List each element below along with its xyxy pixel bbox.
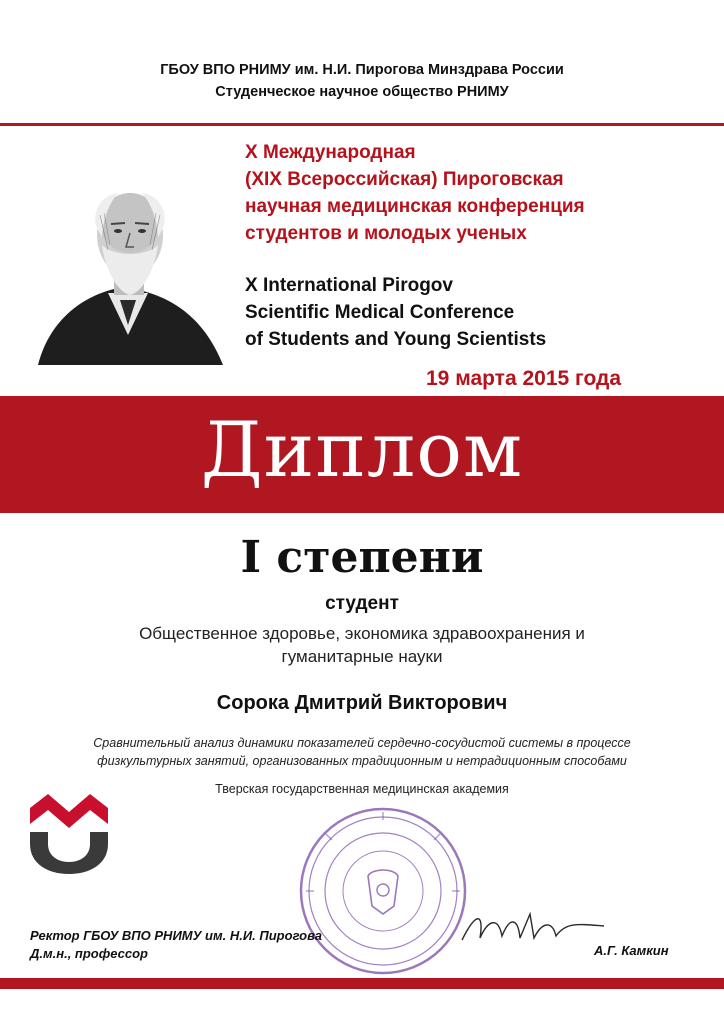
conference-title-en-1: X International Pirogov [245, 275, 453, 296]
signatory-title-1: Ректор ГБОУ ВПО РНИМУ им. Н.И. Пирогова [30, 928, 323, 943]
conference-title-ru-4: студентов и молодых ученых [245, 223, 527, 244]
society-name: Студенческое научное общество РНИМУ [215, 84, 509, 100]
signature-mark [458, 902, 608, 952]
conference-title-en-3: of Students and Young Scientists [245, 329, 547, 350]
conference-title-en-2: Scientific Medical Conference [245, 302, 515, 323]
participant-name: Сорока Дмитрий Викторович [216, 692, 508, 714]
signatory-title-2: Д.м.н., профессор [30, 946, 148, 961]
bottom-band [0, 978, 724, 989]
topic-line-1: Сравнительный анализ динамики показателей сердечно-сосудистой системы в процессе [93, 736, 631, 750]
topic-line-2: физкультурных занятий, организованных традиционным и нетрадиционным способами [97, 754, 627, 768]
participant-status: студент [325, 593, 399, 614]
pirogov-portrait [28, 175, 228, 370]
organization-name: ГБОУ ВПО РНИМУ им. Н.И. Пирогова Минздрава России [160, 62, 564, 78]
conference-date: 19 марта 2015 года [426, 367, 622, 390]
diploma-degree: I степени [240, 532, 484, 583]
section-line-1: Общественное здоровье, экономика здравоохранения и [139, 624, 585, 643]
signatory-name: А.Г. Камкин [594, 943, 669, 958]
conference-title-ru-3: научная медицинская конференция [245, 196, 585, 217]
section-line-2: гуманитарные науки [281, 647, 443, 666]
official-stamp [296, 806, 471, 976]
conference-title-ru-1: X Международная [245, 142, 416, 163]
top-divider [0, 123, 724, 126]
conference-title-ru-2: (XIX Всероссийская) Пироговская [245, 169, 564, 190]
rnimu-logo [24, 786, 114, 876]
diploma-title: Диплом [200, 405, 524, 494]
institution: Тверская государственная медицинская академия [215, 782, 509, 796]
